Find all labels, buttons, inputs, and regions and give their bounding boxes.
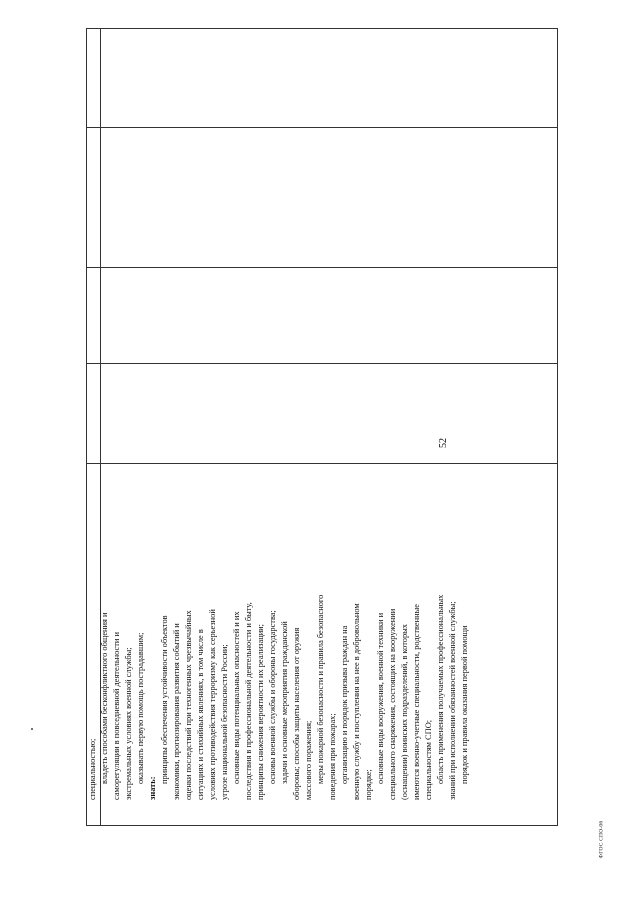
cell-text-line: оказывать первую помощь пострадавшим; xyxy=(136,632,145,784)
rotated-table xyxy=(86,28,558,826)
cell-text-line: знаний при исполнении обязанностей военной службы; xyxy=(448,601,457,800)
cell-text-line: принципы обеспечения устойчивости объектов xyxy=(160,615,169,784)
cell-text-line: экономики, прогнозирования развития событий и xyxy=(172,623,181,800)
cell-text-line: основы военной службы и обороны государства; xyxy=(268,610,277,784)
cell-text-line: саморегуляции в повседневной деятельности и xyxy=(112,632,121,800)
cell-text-line: последствия в профессиональной деятельности и быту, xyxy=(244,602,253,800)
cell-text-line: массового поражения; xyxy=(304,720,313,800)
cell-text-line: специального снаряжения, состоящих на вооружении xyxy=(388,608,397,800)
cell-text-line: задачи и основные мероприятия гражданской xyxy=(280,621,289,784)
cell-text-line: порядок и правила оказания первой помощи xyxy=(460,625,469,784)
cell-text-line: основные виды потенциальных опасностей и их xyxy=(232,611,241,784)
cell-text-line: специальностью; xyxy=(88,738,97,800)
table-row-border xyxy=(87,267,557,268)
cell-text-line: владеть способами бесконфликтного общения и xyxy=(100,612,109,784)
cell-text-line: область применения получаемых профессиональных xyxy=(436,594,445,784)
cell-text-line: оценки последствий при техногенных чрезвычайных xyxy=(184,610,193,800)
cell-text-line: обороны; способы защиты населения от оружия xyxy=(292,627,301,800)
page-number: 52 xyxy=(438,438,449,448)
cell-text-line: меры пожарной безопасности и правила безопасного xyxy=(316,594,325,784)
cell-text-line: военную службу и поступления на нее в добровольном xyxy=(352,603,361,800)
table-cell-competencies xyxy=(87,444,469,800)
table-row-border xyxy=(87,363,557,364)
cell-text-line: поведения при пожарах; xyxy=(328,713,337,800)
scan-speck xyxy=(31,728,33,730)
cell-text-line: имеются военно-учетные специальности, родственные xyxy=(412,604,421,800)
section-heading: знать: xyxy=(148,776,157,800)
cell-text-line: (оснащении) воинских подразделений, в которых xyxy=(400,624,409,800)
cell-text-line: организацию и порядок призыва граждан на xyxy=(340,625,349,784)
cell-text-line: порядке; xyxy=(364,769,373,800)
document-footer-code: ФГОС СПО-06 xyxy=(598,820,605,859)
table-row-border xyxy=(87,127,557,128)
cell-text-line: угрозе национальной безопасности России; xyxy=(220,644,229,800)
cell-text-line: основные виды вооружения, военной техники и xyxy=(376,612,385,784)
cell-text-line: экстремальных условиях военной службы; xyxy=(124,647,133,800)
cell-text-line: условиях противодействия терроризму как серьезной xyxy=(208,609,217,800)
cell-text-line: принципы снижения вероятности их реализации; xyxy=(256,624,265,800)
cell-text-line: специальностям СПО; xyxy=(424,719,433,800)
cell-text-line: ситуациях и стихийных явлениях, в том числе в xyxy=(196,629,205,800)
